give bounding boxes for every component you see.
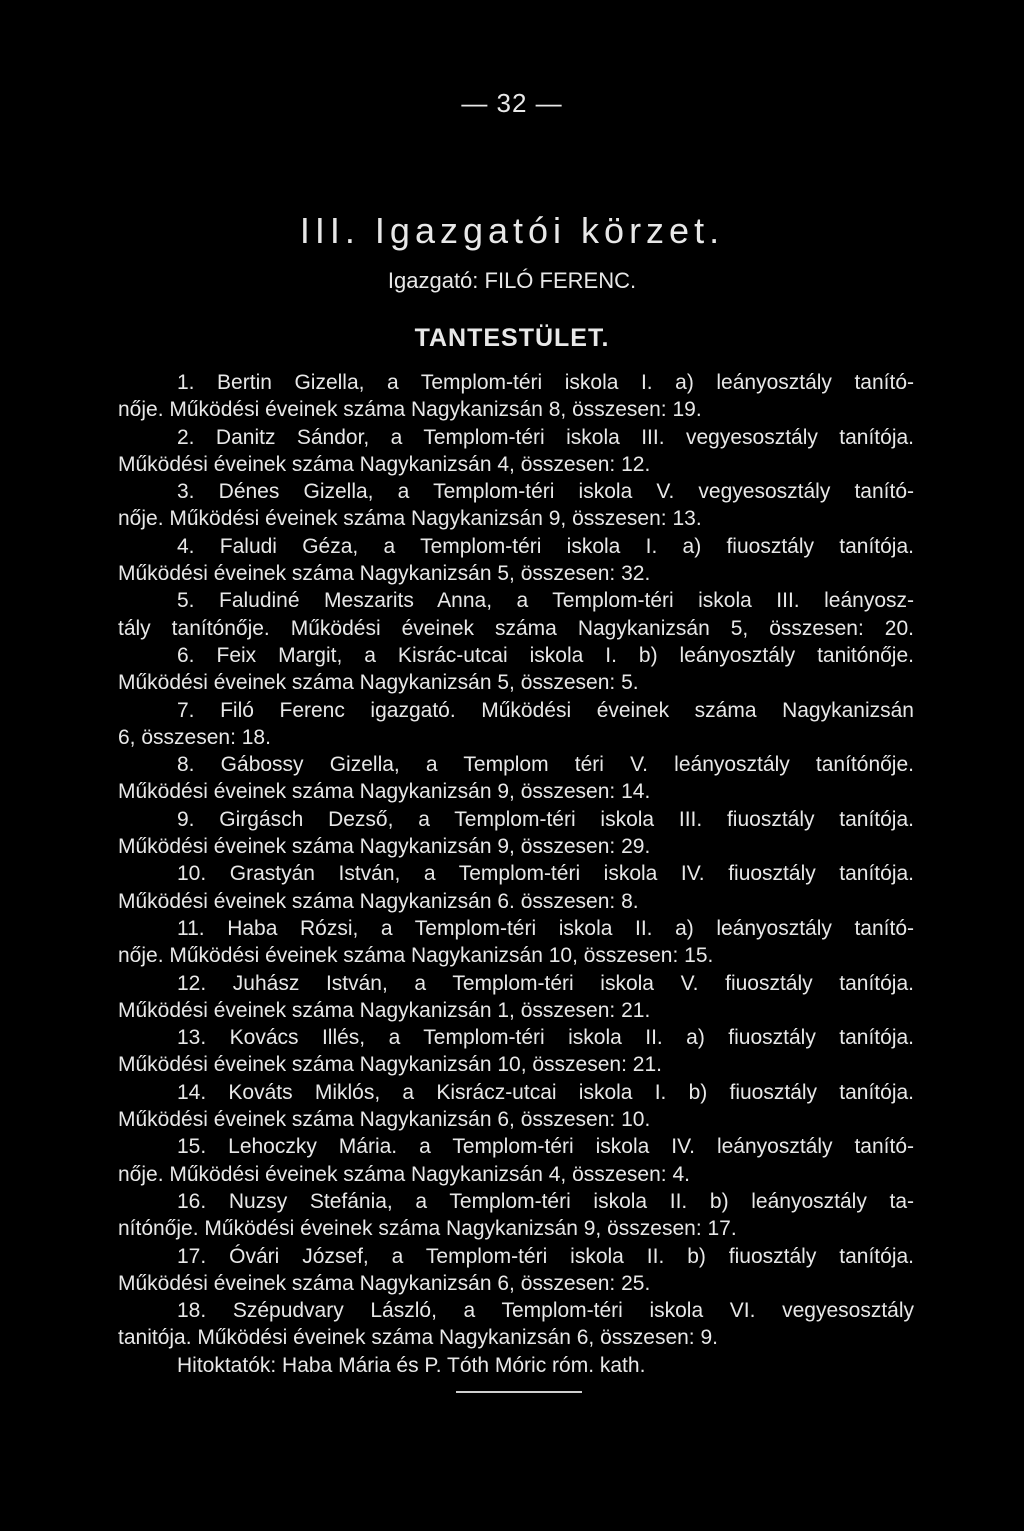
text-line: 2. Danitz Sándor, a Templom-téri iskola III. vegyesosztály tanítója.	[177, 425, 914, 449]
text-line: Működési éveinek száma Nagykanizsán 6. összesen: 8.	[118, 889, 639, 913]
text-line: 6. Feix Margit, a Kisrác-utcai iskola I. b) leányosztály tanitónője.	[177, 643, 914, 667]
text-line: 9. Girgásch Dezső, a Templom-téri iskola III. fiuosztály tanítója.	[177, 807, 914, 831]
text-line: nője. Működési éveinek száma Nagykanizsán 4, összesen: 4.	[118, 1162, 690, 1186]
text-line: Működési éveinek száma Nagykanizsán 10, összesen: 21.	[118, 1053, 662, 1077]
text-line: Működési éveinek száma Nagykanizsán 6, összesen: 10.	[118, 1108, 651, 1132]
text-line: Működési éveinek száma Nagykanizsán 4, összesen: 12.	[118, 452, 651, 476]
text-line: Működési éveinek száma Nagykanizsán 6, összesen: 25.	[118, 1271, 651, 1295]
text-line: 3. Dénes Gizella, a Templom-téri iskola V. vegyesosztály tanító-	[177, 480, 914, 504]
text-line: Működési éveinek száma Nagykanizsán 9, összesen: 14.	[118, 780, 651, 804]
text-line: 11. Haba Rózsi, a Templom-téri iskola II. a) leányosztály tanító-	[177, 916, 914, 940]
text-line: 10. Grastyán István, a Templom-téri iskola IV. fiuosztály tanítója.	[177, 862, 914, 886]
text-line: nője. Működési éveinek száma Nagykanizsán 8, összesen: 19.	[118, 398, 702, 422]
text-line: 15. Lehoczky Mária. a Templom-téri iskola IV. leányosztály tanító-	[177, 1135, 914, 1159]
text-line: 16. Nuzsy Stefánia, a Templom-téri iskola II. b) leányosztály ta-	[177, 1189, 914, 1213]
text-line: nője. Működési éveinek száma Nagykanizsán 10, összesen: 15.	[118, 944, 714, 968]
text-line: 12. Juhász István, a Templom-téri iskola V. fiuosztály tanítója.	[177, 971, 914, 995]
text-line: 13. Kovács Illés, a Templom-téri iskola II. a) fiuosztály tanítója.	[177, 1026, 914, 1050]
text-line: Működési éveinek száma Nagykanizsán 5, összesen: 32.	[118, 562, 651, 586]
text-line: tály tanítónője. Működési éveinek száma Nagykanizsán 5, összesen: 20.	[118, 616, 914, 640]
text-line: Hitoktatók: Haba Mária és P. Tóth Móric róm. kath.	[177, 1353, 646, 1377]
section-divider	[456, 1391, 582, 1393]
text-line: 8. Gábossy Gizella, a Templom téri V. leányosztály tanítónője.	[177, 753, 914, 777]
staff-heading: TANTESTÜLET.	[414, 324, 610, 352]
text-line: 5. Faludiné Meszarits Anna, a Templom-téri iskola III. leányosz-	[177, 589, 914, 613]
director-line: Igazgató: FILÓ FERENC.	[387, 268, 637, 293]
text-line: 18. Szépudvary László, a Templom-téri iskola VI. vegyesosztály	[177, 1299, 914, 1323]
text-line: tanitója. Működési éveinek száma Nagykanizsán 6, összesen: 9.	[118, 1326, 718, 1350]
text-line: nítónője. Működési éveinek száma Nagykanizsán 9, összesen: 17.	[118, 1217, 737, 1241]
text-line: nője. Működési éveinek száma Nagykanizsán 9, összesen: 13.	[118, 507, 702, 531]
staff-list	[118, 369, 914, 1379]
text-line: 17. Óvári József, a Templom-téri iskola II. b) fiuosztály tanítója.	[177, 1244, 914, 1268]
text-line: 1. Bertin Gizella, a Templom-téri iskola I. a) leányosztály tanító-	[177, 371, 914, 394]
text-line: 6, összesen: 18.	[118, 725, 271, 749]
text-line: 4. Faludi Géza, a Templom-téri iskola I. a) fiuosztály tanítója.	[177, 534, 914, 558]
text-line: Működési éveinek száma Nagykanizsán 1, összesen: 21.	[118, 998, 651, 1022]
page-number: — 32 —	[461, 88, 563, 118]
district-title: III. Igazgatói körzet.	[299, 210, 725, 251]
text-line: 14. Kováts Miklós, a Kisrácz-utcai iskola I. b) fiuosztály tanítója.	[177, 1080, 914, 1104]
text-line: 7. Filó Ferenc igazgató. Működési éveinek száma Nagykanizsán	[177, 698, 914, 722]
text-line: Működési éveinek száma Nagykanizsán 9, összesen: 29.	[118, 835, 651, 859]
text-line: Működési éveinek száma Nagykanizsán 5, összesen: 5.	[118, 671, 639, 695]
